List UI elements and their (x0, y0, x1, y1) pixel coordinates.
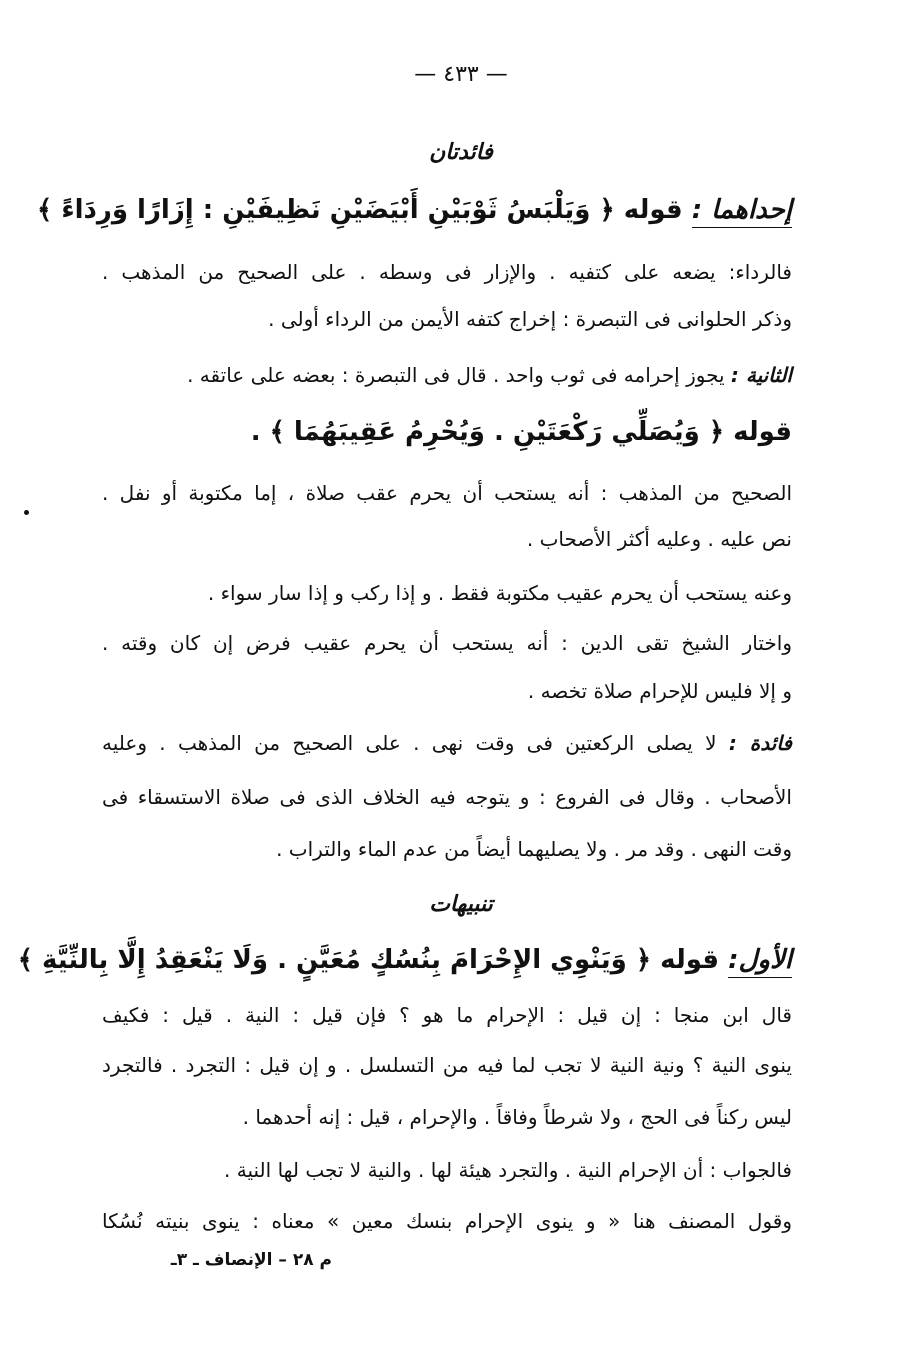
paragraph-1-line-2: وذكر الحلوانى فى التبصرة : إخراج كتفه الأيمن من الرداء أولى . (268, 307, 792, 331)
paragraph-4-line: وعنه يستحب أن يحرم عقيب مكتوبة فقط . و إذا ركب و إذا سار سواء . (207, 581, 792, 605)
paragraph-3-line-1: الصحيح من المذهب : أنه يستحب أن يحرم عقب صلاة ، إما مكتوبة أو نفل . (102, 481, 792, 505)
quote-line-3 (17, 940, 792, 980)
paragraph-3-line-2: نص عليه . وعليه أكثر الأصحاب . (526, 527, 792, 551)
paragraph-5-line-1: واختار الشيخ تقى الدين : أنه يستحب أن يحرم عقيب فرض إن كان وقته . (102, 631, 792, 655)
section-heading-notes: تنبيهات (429, 892, 493, 917)
paragraph-6-first: لا يصلى الركعتين فى وقت نهى . على الصحيح من المذهب . وعليه (102, 731, 717, 755)
paragraph-7-line-2: ينوى النية ؟ ونية النية لا تجب لما فيه من التسلسل . و إن قيل : التجرد . فالتجرد (102, 1053, 792, 1077)
paragraph-2-line (102, 360, 792, 390)
paragraph-1-line-1: فالرداء: يضعه على كتفيه . والإزار فى وسطه . على الصحيح من المذهب . (102, 260, 792, 284)
paragraph-8-line: فالجواب : أن الإحرام النية . والتجرد هيئة لها . والنية لا تجب لها النية . (224, 1158, 792, 1182)
paragraph-7-line-1: قال ابن منجا : إن قيل : الإحرام ما هو ؟ فإن قيل : النية . قيل : فكيف (102, 1003, 792, 1027)
quote-line-1 (37, 190, 792, 230)
paragraph-2-lead: الثانية : (730, 363, 792, 387)
signature-footer: م ٢٨ – الإنصاف ـ ٣ـ (170, 1250, 332, 1270)
quote-1-lead: إحداهما : (692, 195, 792, 228)
quote-line-2: قوله ﴿ وَيُصَلِّي رَكْعَتَيْنِ . وَيُحْرِمُ عَقِيبَهُمَا ﴾ . (250, 417, 792, 447)
section-heading-two-benefits: فائدتان (429, 140, 493, 165)
page-number: — ٤٣٣ — (414, 62, 508, 87)
paragraph-9-line: وقول المصنف هنا « و ينوى الإحرام بنسك معين » معناه : ينوى بنيته نُسُكا (102, 1209, 792, 1233)
quote-3-text: قوله ﴿ وَيَنْوِي الإِحْرَامَ بِنُسُكٍ مُعَيَّنٍ . وَلَا يَنْعَقِدُ إِلَّا بِالنِّيَّةِ ﴾ (17, 945, 720, 975)
paragraph-5-line-2: و إلا فليس للإحرام صلاة تخصه . (527, 679, 792, 703)
paragraph-6-line-1 (102, 728, 792, 758)
quote-3-lead: الأول: (728, 945, 792, 978)
quote-1-text: قوله ﴿ وَيَلْبَسُ ثَوْبَيْنِ أَبْيَضَيْنِ نَظِيفَيْنِ : إِزَارًا وَرِدَاءً ﴾ (37, 195, 683, 225)
paragraph-6-line-2: الأصحاب . وقال فى الفروع : و يتوجه فيه الخلاف الذى فى صلاة الاستسقاء فى (102, 785, 792, 809)
stray-ink-dot (24, 510, 29, 515)
paragraph-6-line-3: وقت النهى . وقد مر . ولا يصليهما أيضاً من عدم الماء والتراب . (276, 837, 792, 861)
paragraph-6-lead: فائدة : (728, 731, 792, 755)
paragraph-7-line-3: ليس ركناً فى الحج ، ولا شرطاً وفاقاً . والإحرام ، قيل : إنه أحدهما . (242, 1105, 792, 1129)
paragraph-2-text: يجوز إحرامه فى ثوب واحد . قال فى التبصرة : بعضه على عاتقه . (187, 363, 725, 387)
